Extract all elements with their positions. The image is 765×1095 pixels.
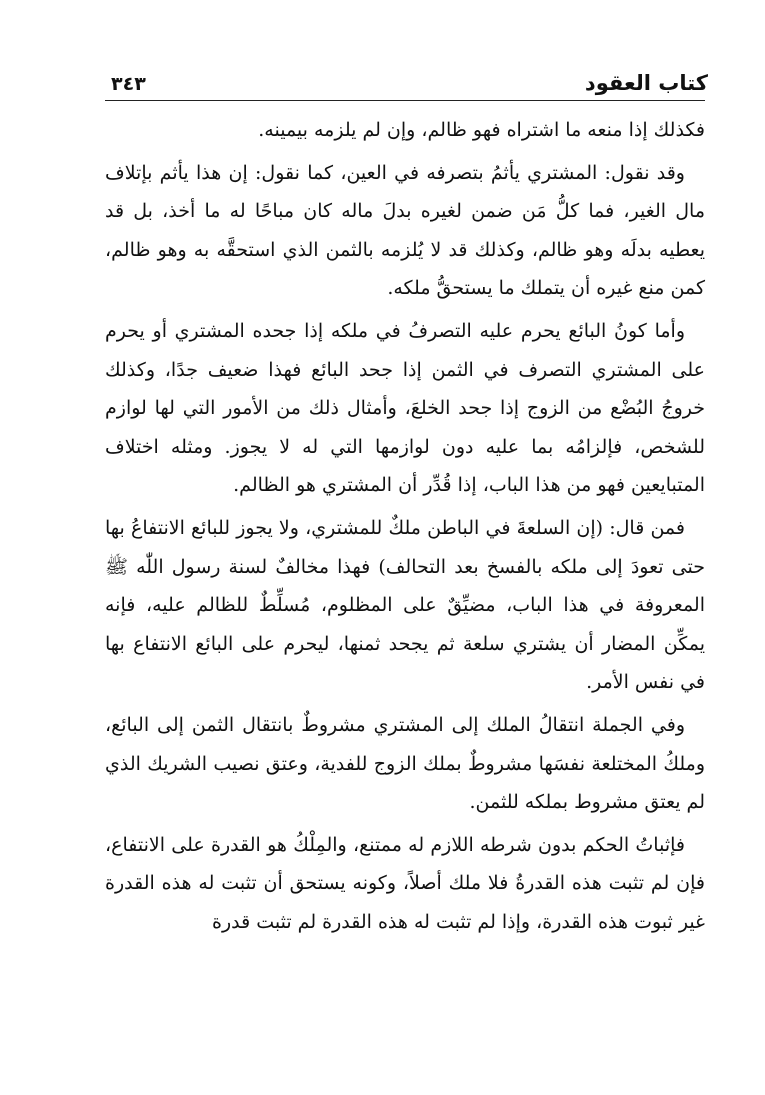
book-title: كتاب العقود (584, 71, 708, 95)
paragraph-sinner: وقد نقول: المشتري يأثمُ بتصرفه في العين، كما نقول: إن هذا يأثم بإتلاف مال الغير، فما كلُّ مَن ضمن لغيره بدلَ ماله كان مباحًا له ما أخذ، بل قد يعطيه بدلَه وهو ظالم، وكذلك قد لا يُلزمه بالثمن الذي استحقَّه به وهو ظالم، كمن منع غيره أن يتملك ما يستحقُّ ملكه. (105, 161, 705, 300)
text-body (105, 111, 705, 941)
paragraph-ownership-capacity: فإثباتُ الحكم بدون شرطه اللازم له ممتنع، والمِلْكُ هو القدرة على الانتفاع، فإن لم تثبت هذه القدرةُ فلا ملك أصلاً، وكونه يستحق أن تثبت له هذه القدرة غير ثبوت هذه القدرة، وإذا لم تثبت له هذه القدرة لم تثبت قدرة (105, 833, 705, 933)
paragraph-continuation: فكذلك إذا منعه ما اشتراه فهو ظالم، وإن لم يلزمه بيمينه. (258, 119, 705, 141)
paragraph-conditions: وفي الجملة انتقالُ الملك إلى المشتري مشروطٌ بانتقال الثمن إلى البائع، وملكُ المختلعة نفسَها مشروطٌ بملك الزوج للفدية، وعتق نصيب الشريك الذي لم يعتق مشروط بملكه للثمن. (105, 713, 705, 814)
book-page (105, 60, 708, 1060)
paragraph-seller-denial: وأما كونُ البائع يحرم عليه التصرفُ في ملكه إذا جحده المشتري أو يحرم على المشتري التصرف في الثمن إذا جحد البائع فهذا ضعيف جدًا، وكذلك خروجُ البُضْع من الزوج إذا جحد الخلعَ، وأمثال ذلك من الأمور التي لها لوازم للشخص، فإلزامُه بما عليه دون لوازمها التي له لا يجوز. ومثله اختلاف المتبايعين فهو من هذا الباب، إذا قُدِّر أن المشتري هو الظالم. (105, 319, 705, 497)
running-header (105, 60, 708, 100)
header-rule (105, 100, 705, 101)
page-number: ٣٤٣ (111, 73, 146, 95)
paragraph-quotation: فمن قال: (إن السلعةَ في الباطن ملكٌ للمشتري، ولا يجوز للبائع الانتفاعُ بها حتى تعودَ إلى ملكه بالفسخ بعد التحالف) فهذا مخالفٌ لسنة رسول اللّٰه ﷺ المعروفة في هذا الباب، مضيِّقٌ على المظلوم، مُسلِّطٌ للظالم عليه، فإنه يمكِّن المضار أن يشتري سلعة ثم يجحد ثمنها، ليحرم على البائع الانتفاع بها في نفس الأمر. (105, 516, 705, 694)
